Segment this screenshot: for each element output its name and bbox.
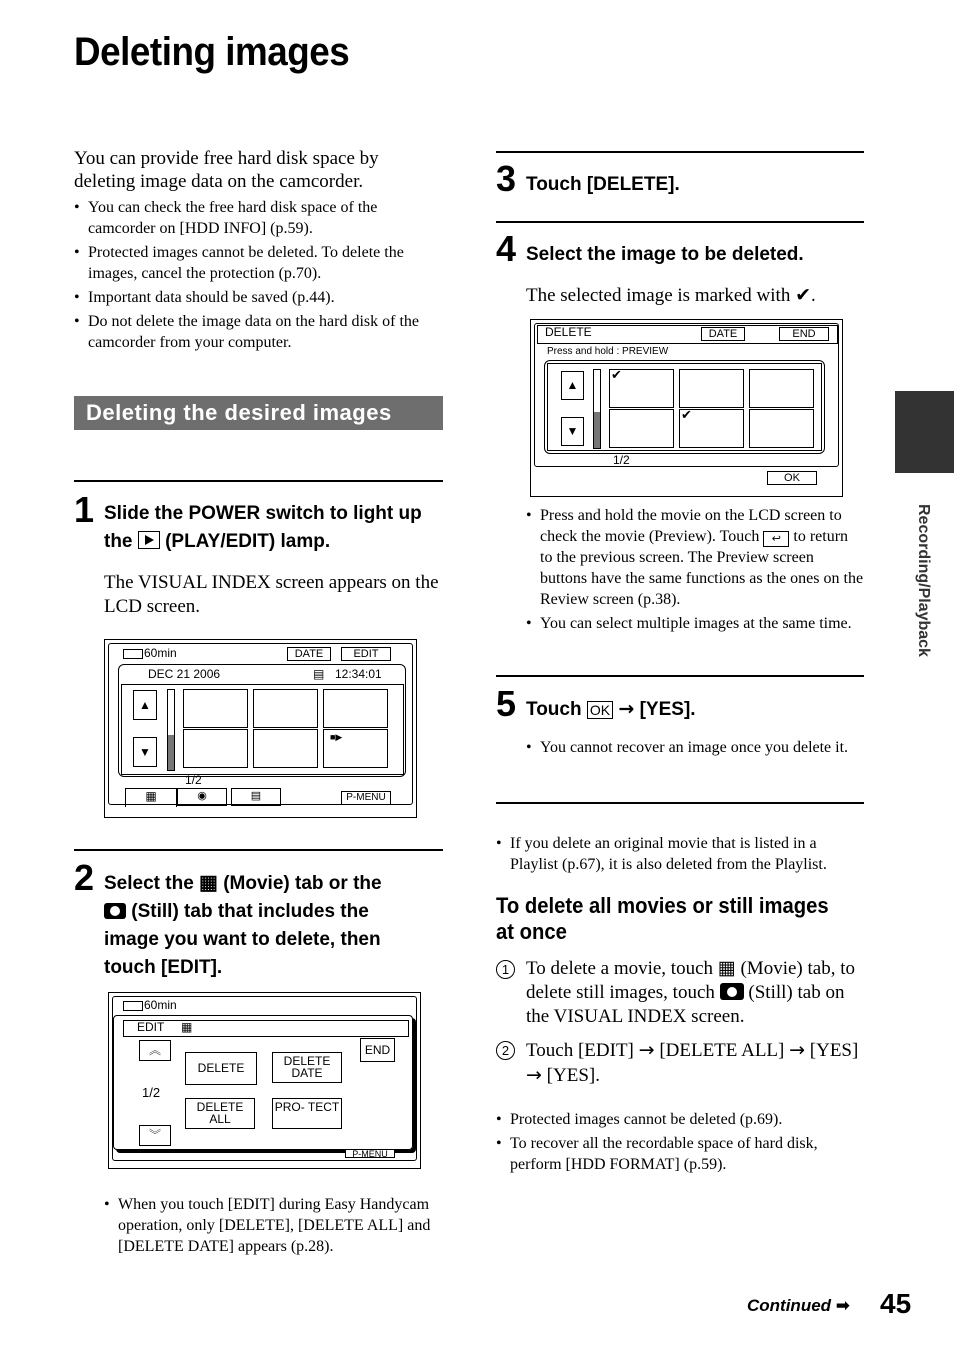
procedure-text: (Movie) tab, [740,958,836,979]
side-tab-marker [895,391,954,473]
note-text: Press and hold the movie on the LCD screen to check the movie (Preview). Touch [540,507,842,545]
thumbnail-selected[interactable] [609,369,674,408]
list-item: • Protected images cannot be deleted. To delete the images, cancel the protection (p.70). [74,242,444,284]
ok-button[interactable]: OK [767,471,817,485]
section-heading: Deleting the desired images [74,396,443,430]
screen-title: DELETE [545,325,592,339]
thumbnail[interactable] [323,729,388,768]
step-number: 4 [496,228,517,269]
battery-remaining: 60min [144,998,177,1012]
page-indicator: 1/2 [142,1085,161,1100]
movie-tab-icon: ▦ [199,872,218,894]
continued-text: Continued [747,1296,832,1315]
step-number: 5 [496,683,517,724]
p-menu-button[interactable]: P-MENU [345,1149,395,1158]
scroll-up-button[interactable]: ▲ [133,690,157,720]
procedure-text: [YES]. [546,1065,600,1086]
arrow-right-icon: → [638,1039,655,1061]
procedure-text: tab on the VISUAL INDEX screen. [526,982,845,1027]
delete-date-button[interactable]: DELETE DATE [272,1052,342,1083]
procedure-text: To delete a movie, touch [526,958,714,979]
procedure-text: [DELETE ALL] [659,1040,785,1061]
step2-heading-part: (Still) tab that includes the [131,901,369,922]
step-number: 1 [74,489,95,530]
arrow-right-icon: ➡ [835,1296,851,1316]
divider [496,802,864,804]
film-icon: ▦ [181,1020,193,1034]
step3-heading: Touch [DELETE]. [526,174,680,195]
movie-tab-icon: ▦ [717,958,736,979]
film-icon: ▤ [313,667,325,681]
divider [496,675,864,677]
step4-heading: Select the image to be deleted. [526,244,804,265]
thumbnail[interactable] [253,689,318,728]
step5-heading-part: [YES]. [639,699,696,720]
step2-heading-part: touch [EDIT]. [104,957,223,978]
step2-heading-part: image you want to delete, then [104,929,381,950]
step-circle: 2 [496,1041,515,1060]
side-section-label: Recording/Playback [915,504,932,657]
arrow-right-icon: → [789,1039,806,1061]
return-icon: ↩ [763,531,789,547]
date-button[interactable]: DATE [701,327,745,341]
playlist-notes [496,833,866,878]
still-camera-icon [104,903,126,919]
page-down-button[interactable]: ︾ [139,1125,171,1146]
final-notes [496,1109,866,1178]
step2-heading [104,869,449,982]
step-circle: 1 [496,960,515,979]
note-text: to return to the previous screen. The Preview screen buttons have the same functions as the ones on the Review screen (p.38). [540,528,864,608]
end-button[interactable]: END [360,1038,395,1062]
step2-heading-part: Select the [104,873,194,894]
step4-body: The selected image is marked with ✔. [526,284,816,306]
intro-bullets [74,197,444,353]
list-item: • Do not delete the image data on the hard disk of the camcorder from your computer. [74,311,444,353]
list-item [526,505,864,610]
play-marker-icon: ■▶ [330,732,343,742]
thumbnail[interactable] [749,369,814,408]
checkmark-icon: ✔ [611,368,622,383]
page-up-button[interactable]: ︽ [139,1040,171,1061]
step5-notes [526,737,864,761]
step1-heading-line2b: (PLAY/EDIT) lamp. [165,531,331,552]
scrollbar[interactable] [167,689,175,771]
step1-heading [104,500,449,556]
delete-all-button[interactable]: DELETE ALL [185,1098,255,1129]
thumbnail[interactable] [183,689,248,728]
continued-label [747,1296,850,1316]
thumbnail[interactable] [749,409,814,448]
procedure-text: [YES] [809,1040,859,1061]
divider [74,480,443,482]
step2-heading-part: (Movie) tab or the [223,873,382,894]
scroll-up-button[interactable]: ▲ [561,371,584,400]
still-camera-icon [720,983,744,1000]
playlist-tab[interactable]: ▤ [231,788,281,806]
thumbnail[interactable] [183,729,248,768]
protect-button[interactable]: PRO- TECT [272,1098,342,1129]
thumbnail[interactable] [679,369,744,408]
end-button[interactable]: END [779,327,829,341]
edit-screen [108,992,421,1169]
checkmark-icon: ✔ [681,408,692,423]
still-tab[interactable]: ◉ [177,788,227,806]
divider [496,151,864,153]
step1-heading-line2a: the [104,531,133,552]
scrollbar[interactable] [593,369,601,449]
intro-block [74,147,444,356]
page-number: 45 [880,1288,912,1319]
step2-notes [104,1194,434,1260]
date-button[interactable]: DATE [287,647,331,661]
battery-icon [123,649,143,659]
page-title: Deleting images [74,30,350,74]
play-edit-icon [138,531,160,549]
list-item: • When you touch [EDIT] during Easy Handycam operation, only [DELETE], [DELETE ALL] and [DELETE DATE] appears (p.28). [104,1194,434,1257]
delete-select-screen [530,319,843,497]
intro-text: You can provide free hard disk space by deleting image data on the camcorder. [74,148,379,192]
scroll-down-button[interactable]: ▼ [561,417,584,446]
thumbnail[interactable] [253,729,318,768]
page-indicator: 1/2 [613,453,630,467]
edit-button[interactable]: EDIT [341,647,391,661]
procedure-text: (Still) [748,982,793,1003]
thumbnail[interactable] [609,409,674,448]
battery-remaining: 60min [144,646,177,660]
procedure-text: Touch [EDIT] [526,1040,634,1061]
thumbnail[interactable] [323,689,388,728]
step4-notes [526,505,864,637]
list-item: • You can check the free hard disk space of the camcorder on [HDD INFO] (p.59). [74,197,444,239]
arrow-right-icon: → [526,1064,542,1086]
recording-date: DEC 21 2006 [148,667,221,681]
thumbnail-selected[interactable] [679,409,744,448]
step1-body: The VISUAL INDEX screen appears on the LCD screen. [104,572,439,617]
divider [496,221,864,223]
battery-icon [123,1001,143,1011]
step-number: 2 [74,857,95,898]
list-item: • If you delete an original movie that is listed in a Playlist (p.67), it is also deleted from the Playlist. [496,833,866,875]
procedure-step-2 [496,1038,866,1086]
movie-tab[interactable]: ▦ [125,788,177,807]
edit-label: EDIT [137,1020,165,1034]
step5-heading [526,695,696,724]
subheading: To delete all movies or still images at once [496,893,829,944]
list-item: • To recover all the recordable space of hard disk, perform [HDD FORMAT] (p.59). [496,1133,866,1175]
scroll-down-button[interactable]: ▼ [133,737,157,767]
procedure-text: to delete still images, touch [526,958,855,1003]
recording-time: 12:34:01 [335,667,382,681]
p-menu-button[interactable]: P-MENU [341,791,391,805]
checkmark-icon: ✔ [795,284,811,306]
list-item: • You can select multiple images at the same time. [526,613,864,634]
delete-button[interactable]: DELETE [185,1052,257,1085]
divider [74,849,443,851]
list-item: • You cannot recover an image once you delete it. [526,737,864,758]
arrow-right-icon: → [618,698,635,720]
step1-heading-line1: Slide the POWER switch to light up [104,503,422,524]
procedure-step-1 [496,957,866,1027]
list-item: • Protected images cannot be deleted (p.69). [496,1109,866,1130]
ok-button-icon: OK [587,701,613,719]
step-number: 3 [496,158,517,199]
page-indicator: 1/2 [185,773,202,787]
visual-index-screen [104,639,417,818]
step4-body-text: The selected image is marked with [526,285,791,306]
step5-heading-part: Touch [526,699,582,720]
list-item: • Important data should be saved (p.44). [74,287,444,308]
preview-hint: Press and hold : PREVIEW [547,346,669,357]
